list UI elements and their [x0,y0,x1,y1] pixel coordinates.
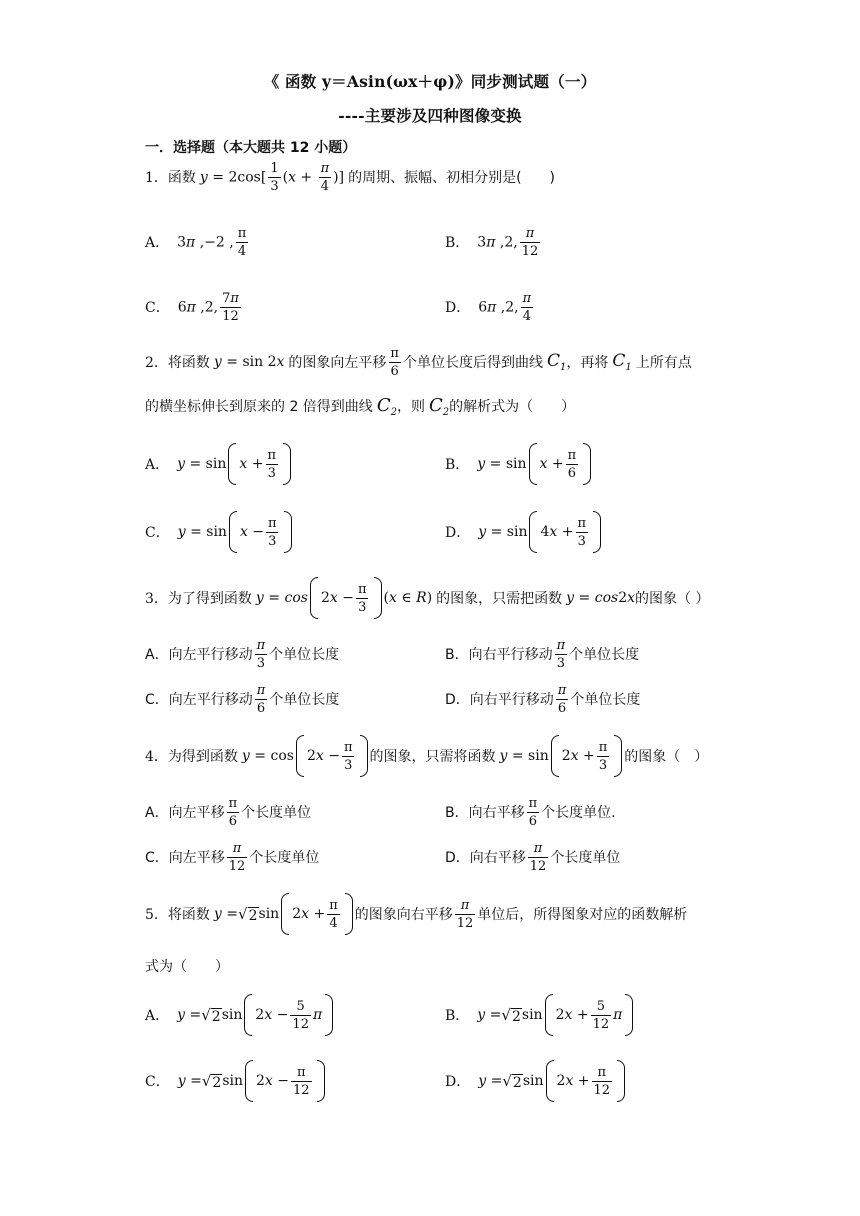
q2-option-c[interactable]: C． y = sin x − $\frac{\pi}{3}$ [145,510,294,554]
q1-post: 的周期、振幅、初相分别是( ) [348,170,556,186]
q5-option-a[interactable]: A． y = √ 2 sin 2x − $\frac{5}{12}$ π [145,992,335,1038]
page-title: 《 函数 y＝Asin(ωx＋φ)》同步测试题（一） [263,72,597,91]
q2-option-b[interactable]: B． y = sin x + $\frac{\pi}{6}$ [445,442,593,486]
q1-option-b[interactable]: B． 3π ,2, $\frac{\pi}{12}$ [445,225,539,259]
q2-option-a[interactable]: A． y = sin x + $\frac{\pi}{3}$ [145,442,293,486]
q1-number: 1． [145,170,168,186]
q5-option-b[interactable]: B． y = √ 2 sin 2x + $\frac{5}{12}$ π [445,992,635,1038]
section-heading: 一．选择题（本大题共 12 小题） [145,140,357,156]
q1-pre: 函数 [167,170,196,186]
q4-option-d[interactable]: D． 向右平移 $\frac{\pi}{12}$ 个长度单位 [445,840,621,874]
q1-formula: y = 2cos[ $\frac{1}{3}$ (x + $\frac{\pi}{4}$ )] [199,160,345,194]
q3-option-c[interactable]: C． 向左平行移动 $\frac{\pi}{6}$ 个单位长度 [145,682,340,716]
q1-option-c[interactable]: C． 6π ,2, $\frac{7\pi}{12}$ [145,290,239,324]
q4-option-c[interactable]: C． 向左平移 $\frac{\pi}{12}$ 个长度单位 [145,840,320,874]
q2-option-d[interactable]: D． y = sin 4x + $\frac{\pi}{3}$ [445,510,603,554]
q4-option-b[interactable]: B． 向右平移 $\frac{\pi}{6}$ 个长度单位. [445,795,616,829]
question-5-line-2: 式为（ ） [145,959,229,975]
q1-option-d[interactable]: D． 6π ,2, $\frac{\pi}{4}$ [445,290,532,324]
page-subtitle: ----主要涉及四种图像变换 [338,106,522,125]
question-1 [145,157,555,197]
question-2-line-2: 的横坐标伸长到原来的 2 倍得到曲线 $C_2$ ，则 $C_2$ 的解析式为（ ） [145,394,576,418]
question-4: 4． 为得到函数 y = cos 2x − $\frac{\pi}{3}$ 的图象，只需将函数 y = sin 2x + $\frac{\pi}{3}$ 的图象（ ） [145,734,708,778]
q5-option-c[interactable]: C． y = √ 2 sin 2x − $\frac{\pi}{12}$ [145,1058,327,1104]
question-5-line-1: 5． 将函数 y = √ 2 sin 2x + $\frac{\pi}{4}$ 的图象向右平移 $\frac{\pi}{12}$ 单位后，所得图象对应的函数解析 [145,892,687,936]
q3-option-b[interactable]: B． 向右平行移动 $\frac{\pi}{3}$ 个单位长度 [445,637,640,671]
q1-option-a[interactable]: A． 3π ,−2 , $\frac{\pi}{4}$ [145,225,247,259]
question-2-line-1: 2． 将函数 y = sin 2x 的图象向左平移 $\frac{\pi}{6}$ 个单位长度后得到曲线 $C_1$ ，再将 $C_1$ 上所有点 [145,345,692,379]
q5-option-d[interactable]: D． y = √ 2 sin 2x + $\frac{\pi}{12}$ [445,1058,627,1104]
q4-option-a[interactable]: A． 向左平移 $\frac{\pi}{6}$ 个长度单位 [145,795,312,829]
question-3: 3． 为了得到函数 y = cos 2x − $\frac{\pi}{3}$ (x ∈ R) 的图象，只需把函数 y = cos2x 的图象（ ） [145,576,709,620]
q3-option-d[interactable]: D． 向右平行移动 $\frac{\pi}{6}$ 个单位长度 [445,682,641,716]
q3-option-a[interactable]: A． 向左平行移动 $\frac{\pi}{3}$ 个单位长度 [145,637,340,671]
